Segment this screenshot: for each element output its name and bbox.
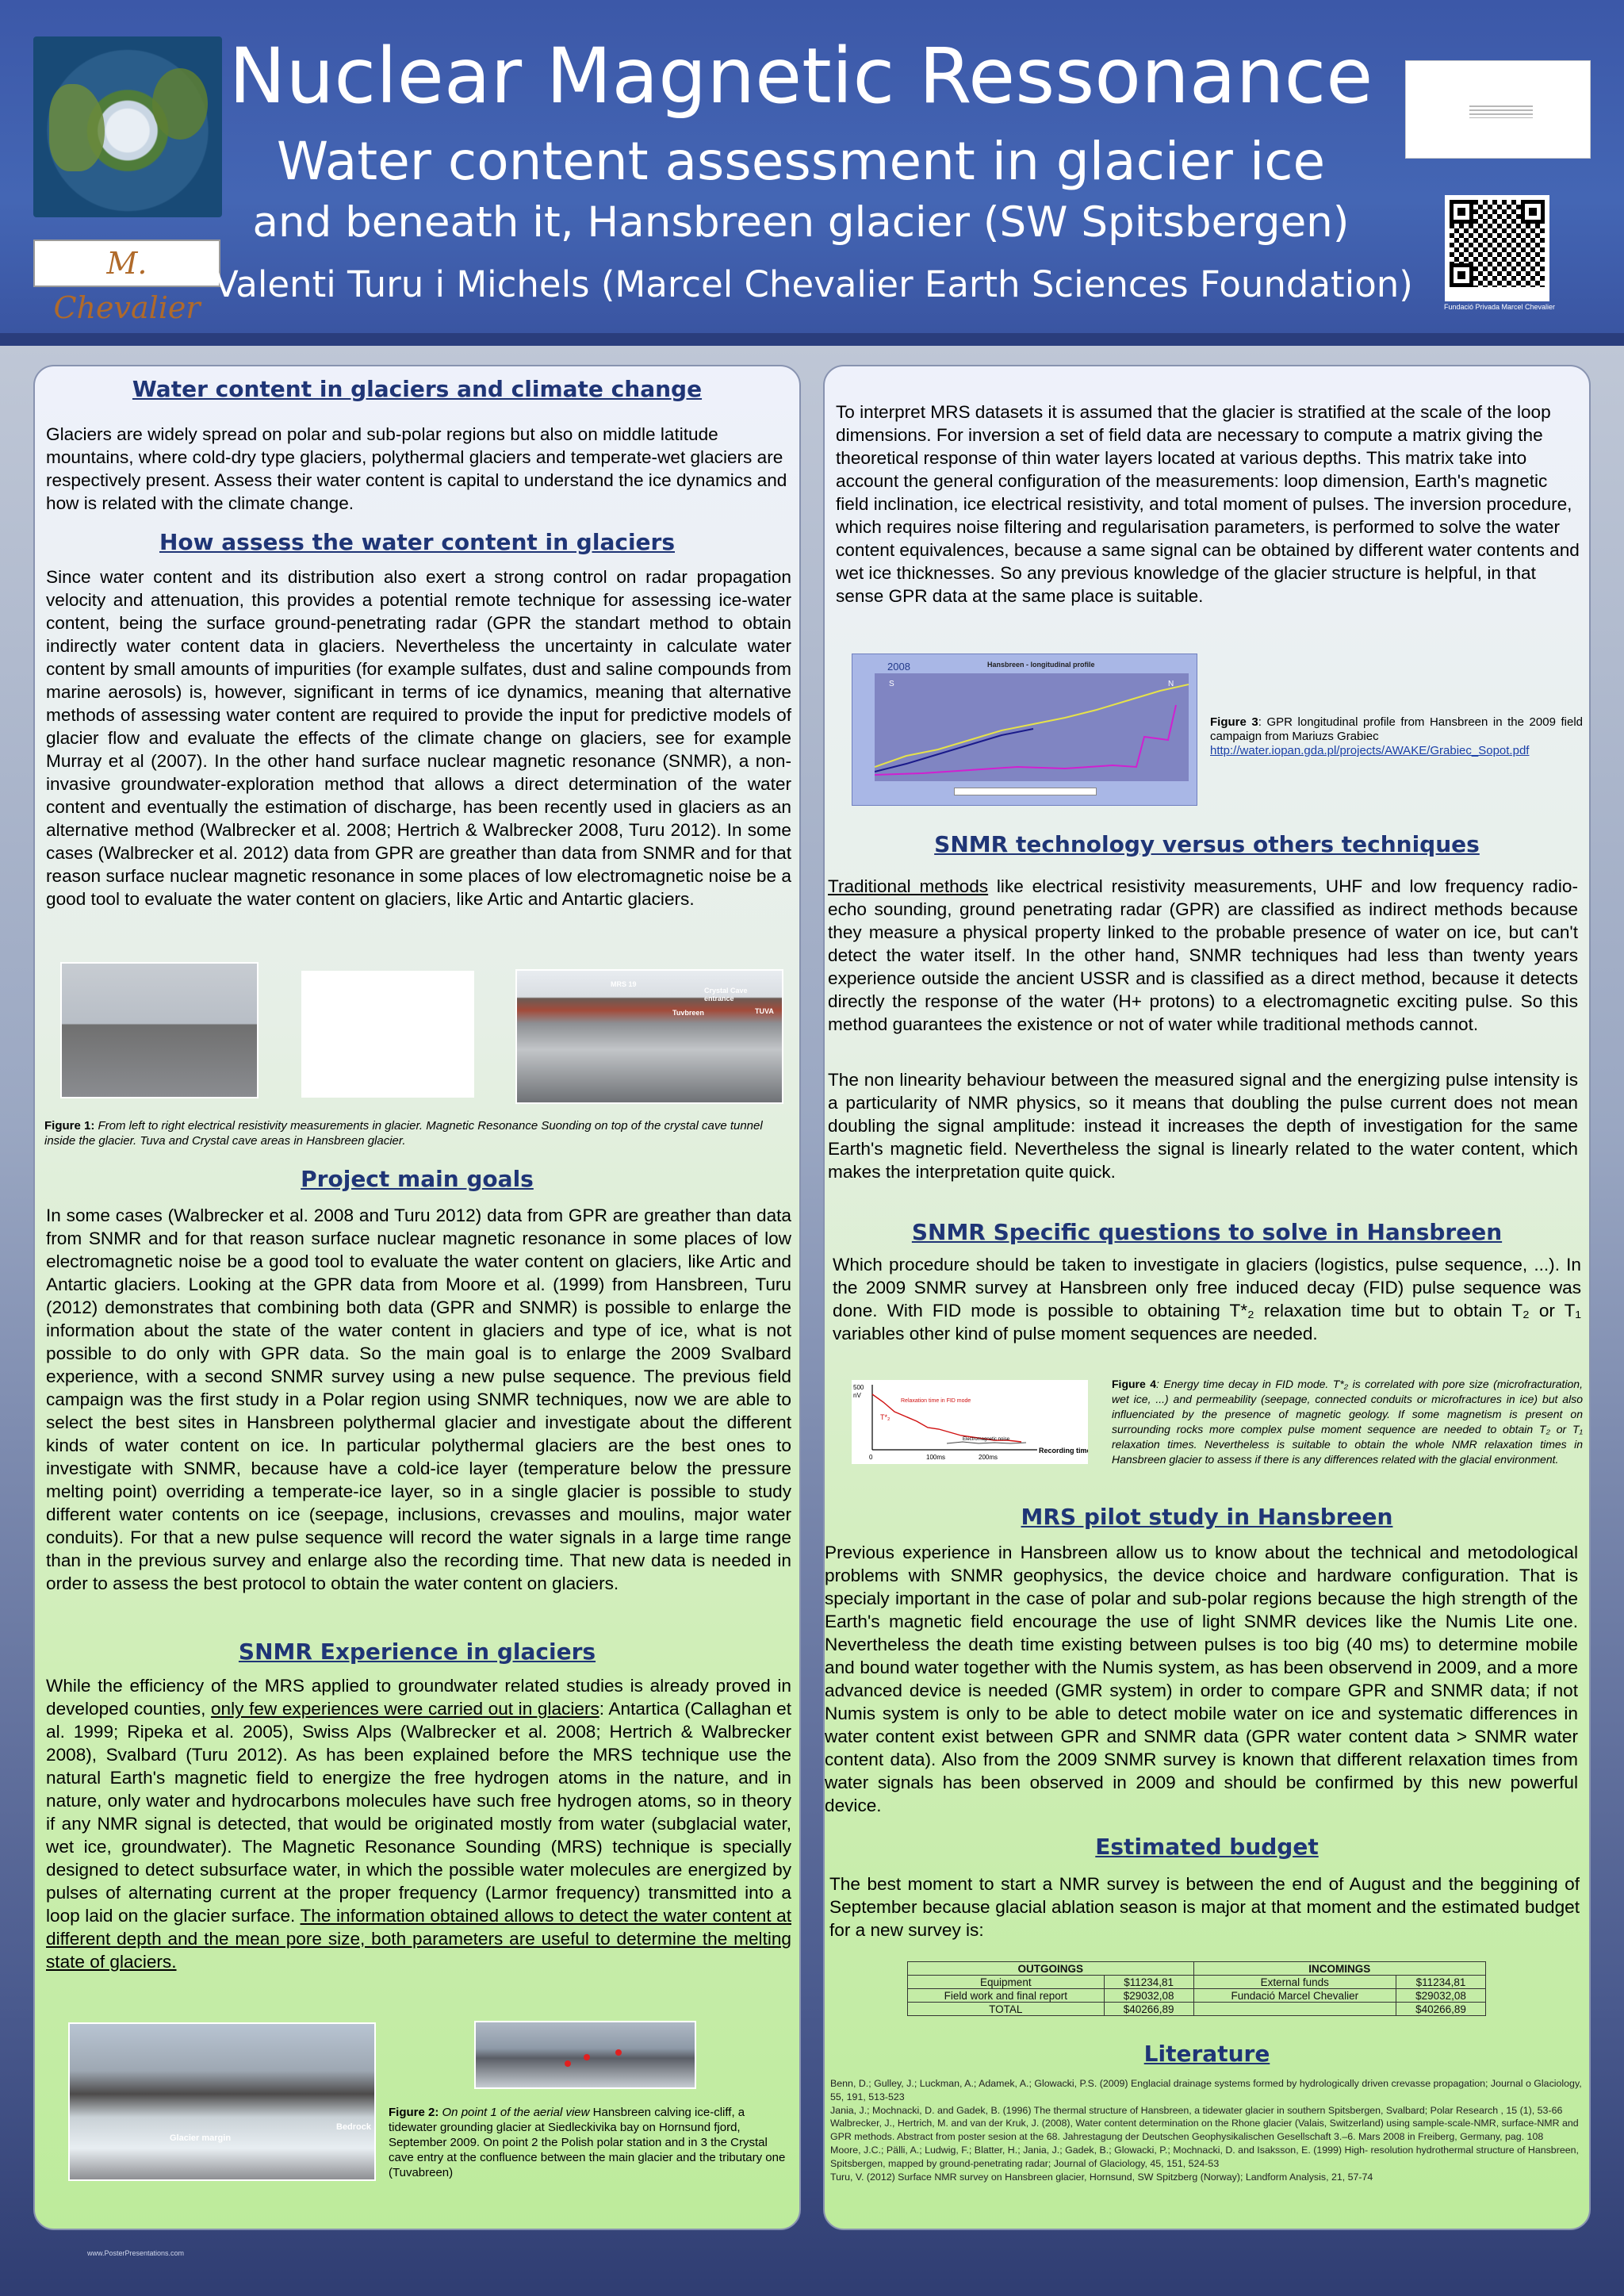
reference-item: Benn, D.; Gulley, J.; Luckman, A.; Adamek, A.; Glowacki, P.S. (2009) Englacial drainage systems formed by hydrologically driven crevasse propagation; Journal o Glaciology, 55, 191, 513-523	[830, 2078, 1582, 2102]
chart-s-label: S	[889, 680, 894, 688]
section-text-pilot: Previous experience in Hansbreen allow us to know about the technical and metodological problems with SNMR geophysics, the device choice and hardware configuration. That is specialy important in the case of polar and sub-polar regions because the high strength of the Earth's magnetic field encourage the use of light SNMR devices like the Numis Lite one. Nevertheless the death time existing between pulses is too big (40 ms) to determine mobile and bound water together with the Numis system, as has been observend in 2009, and a more advanced device is needed (GMR system) in order to compare GPR and SNMR data; if not Numis system is only to be able to detect mobile water on ice and systematic differences in water content exist between GPR and SNMR data (GPR water content data > SNMR water content data). Also from the 2009 SNMR survey is known that different relaxation times from water signals has been observed in 2009 and should be confirmed by this new powerful device.	[825, 1543, 1578, 1815]
table-row: TOTAL $40266,89 $40266,89	[908, 2003, 1486, 2016]
reference-item: Moore, J.C.; Pälli, A.; Ludwig, F.; Blatter, H.; Jania, J.; Gadek, B.; Glowacki, P.; Mochnacki, D. and Isaksson, E. (1999) High- resolution hydrothermal structure of Hansbreen, Spitsbergen, mapped by ground-penetrating radar; Journal of Glaciology, 45, 151, 524-53	[830, 2144, 1579, 2169]
svg-text:0: 0	[869, 1454, 873, 1461]
arctic-globe-image	[33, 36, 222, 217]
section-title-assess: How assess the water content in glaciers	[159, 529, 675, 555]
svg-text:200ms: 200ms	[979, 1454, 998, 1461]
svg-text:100ms: 100ms	[926, 1454, 946, 1461]
svg-text:T*₂: T*₂	[880, 1413, 891, 1421]
footer-url[interactable]: www.PosterPresentations.com	[87, 2249, 185, 2257]
figure2-label: Figure 2:	[389, 2106, 439, 2119]
figure4-decay-chart	[852, 1380, 1088, 1464]
point-marker	[565, 2060, 571, 2067]
figure2-calving-cliff-photo	[68, 2022, 376, 2181]
magenta-line	[875, 705, 1176, 775]
figure1-resistivity-photo	[60, 962, 259, 1098]
svg-text:nV: nV	[853, 1392, 861, 1399]
chart-n-label: N	[1168, 680, 1174, 688]
figure4-caption: Figure 4: Energy time decay in FID mode. T*₂ is correlated with pore size (microfracturation, wet ice, ...) and permeability (seepage, connected conduits or microfractures in ice) but also influenciated by the presence of magnetic geology. If some magnetism is present on surrounding rocks more complex pulse moment sequence are needed to obtain T₂ or T₁ relaxation times. Nevertheless is suitable to obtain the whole NMR relaxation times in Hansbreen glacier to assess if there is any differences related with the glacial environment.	[1112, 1378, 1583, 1466]
section-title-technology: SNMR technology versus others techniques	[934, 831, 1480, 857]
chart-title: Hansbreen - longitudinal profile	[987, 661, 1095, 669]
header-divider	[0, 333, 1624, 346]
figure1-text: From left to right electrical resistivity measurements in glacier. Magnetic Resonance Suonding on top of the crystal cave tunnel inside the glacier. Tuva and Crystal cave areas in Hansbreen glacier.	[44, 1119, 763, 1148]
chart-plot-area	[875, 673, 1189, 781]
poster-subtitle-2: and beneath it, Hansbreen glacier (SW Spitsbergen)	[252, 198, 1350, 247]
noise-line	[947, 1442, 1026, 1443]
figure3-gpr-profile-chart	[852, 654, 1197, 806]
point-marker	[584, 2054, 590, 2060]
figure3-caption: Figure 3: GPR longitudinal profile from Hansbreen in the 2009 field campaign from Mariuzs Grabiec http://water.iopan.gda.pl/projects/AWAKE/Grabiec_Sopot.pdf	[1210, 715, 1583, 757]
section-text-questions: Which procedure should be taken to investigate in glaciers (logistics, pulse sequence, ...). In the 2009 SNMR survey at Hansbreen only free induced decay (FID) pulse sequence was done. With FID mode is possible to obtaining T*₂ relaxation time but to obtain T₂ or T₁ variables other kind of pulse moment sequences are needed.	[833, 1255, 1581, 1343]
photo-label: TUVA	[755, 1007, 774, 1015]
qr-caption: Fundació Privada Marcel Chevalier	[1443, 303, 1556, 311]
svg-text:Relaxation time in FID mode: Relaxation time in FID mode	[901, 1398, 971, 1404]
photo-label: Tuvbreen	[672, 1009, 704, 1017]
qr-code[interactable]	[1445, 195, 1549, 301]
section-title-literature: Literature	[1143, 2041, 1270, 2067]
section-title-questions: SNMR Specific questions to solve in Hansbreen	[911, 1219, 1503, 1245]
chevalier-signature-logo: M. Chevalier	[33, 240, 220, 287]
budget-table	[907, 1961, 1486, 2016]
section-text-goals: In some cases (Walbrecker et al. 2008 and Turu 2012) data from GPR are greather than data from SNMR and for that reason surface nuclear magnetic resonance in some places of low electromagnetic noise be a good tool to evaluate the water content on glaciers, like Artic and Antartic glaciers. Looking at the GPR data from Moore et al. (1999) from Hansbreen, Turu (2012) demonstrates that combining both data (GPR and SNMR) is possible to enlarge the information about the state of the water content in glaciers and type of ice, what is not possible to do only with GPR data. So the main goal is to enlarge the 2009 Svalbard experience, with a second SNMR survey using a new pulse sequence. The previous field campaign was the first study in a Polar region using SNMR techniques, now we are able to select the best sites in Hansbreen polythermal glacier and investigate about the different kinds of water content on ice. In particular polythermal glaciers are the best ones to investigate with SNMR, because have a cold-ice layer (temperature below the pressure melting point) overriding a temperate-ice layer, so in a single glacier is possible to study different water contents on ice (seepage, inclusions, crevasses and moulins, major water conduits). For that a new pulse sequence will record the water signals in a large time range than in the previous survey and enlarge also the recording time. That new data is needed in order to assess the best protocol to obtain the water content on glaciers.	[46, 1205, 791, 1593]
photo-label: Crystal Cave entrance	[704, 987, 748, 1002]
table-row: Equipment $11234,81 External funds $11234,81	[908, 1976, 1486, 1989]
figure2-caption: Figure 2: On point 1 of the aerial view Hansbreen calving ice-cliff, a tidewater grounding glacier at Siedleckivika bay on Hornsund fjord, September 2009. On point 2 the Polish polar station and in 3 the Crystal cave entry at the confluence between the main glacier and the tributary one (Tuvabreen)	[389, 2106, 786, 2179]
section-text-budget: The best moment to start a NMR survey is between the end of August and the beggining of September because glacial ablation season is major at that moment and the estimated budget for a new survey is:	[829, 1874, 1580, 1940]
table-row: Field work and final report $29032,08 Fundació Marcel Chevalier $29032,08	[908, 1989, 1486, 2003]
photo-label: MRS 19	[611, 980, 637, 988]
section-text-technology-2: The non linearity behaviour between the measured signal and the energizing pulse intensity is a particularity of NMR physics, so it means that doubling the pulse current does not mean doubling the signal amplitude: instead it increases the depth of investigation for the same Earth's magnetic field. Nevertheless the signal is linearly related to the water content, which makes the interpretation quite quick.	[828, 1070, 1578, 1182]
gpr-profile-svg	[875, 673, 1189, 781]
budget-header-row: OUTGOINGS INCOMINGS	[908, 1962, 1486, 1976]
photo-label: Glacier margin	[170, 2133, 232, 2143]
figure3-label: Figure 3	[1210, 715, 1258, 729]
figure1-label: Figure 1:	[44, 1119, 95, 1133]
figure4-label: Figure 4	[1112, 1378, 1157, 1390]
svg-text:Electromagnetic noise: Electromagnetic noise	[963, 1437, 1010, 1442]
section-text-experience: While the efficiency of the MRS applied to groundwater related studies is already proved in developed counties, only few experiences were carried out in glaciers: Antartica (Callaghan et al. 1999; Ripeka et al. 2005), Swiss Alps (Walbrecker et al. 2008; Hertrich & Walbrecker 2008), Svalbard (Turu 2012). As has been explained before the MRS technique use the natural Earth's magnetic field to energize the free hydrogen atoms in the nature, and in nature, only water and hydrocarbons molecules have such free hydrogen atoms, so in theory if any NMR signal is detected, that would be originated mostly from water (subglacial water, wet ice, groundwater). The Magnetic Resonance Sounding (MRS) technique is specially designed to detect subsurface water, in which the possible water molecules are energized by pulses of alternating current at the proper frequency (Larmor frequency) transmitted into a loop laid on the glacier surface. The information obtained allows to detect the water content at different depth and the mean pore size, both parameters are useful to determine the melting state of glaciers.	[46, 1676, 791, 1972]
section-title-pilot: MRS pilot study in Hansbreen	[1021, 1504, 1393, 1530]
point-marker	[615, 2049, 622, 2056]
section-text-assess: Since water content and its distribution also exert a strong control on radar propagation velocity and attenuation, this provides a potential remote technique for assessing ice-water content, being the surface ground-penetrating radar (GPR the standart method to obtain indirectly water content data in glaciers. Nevertheless the uncertainty in calculate water content by small amounts of impurities (for example sulfates, dust and saline compounds from marine aerosols) is, however, significant in terms of ice dynamics, meaning that alternative methods of assessing water content are required to provide the input for predictive models of glacier flow and evaluate the effects of the climate change on glaciers, see for example Murray et al (2007). In the other hand surface nuclear magnetic resonance (SNMR), a non-invasive groundwater-exploration method that allows a direct determination of the water content and eventually the estimation of discharge, has been recently used in glaciers as an alternative method (Walbrecker et al. 2008; Hertrich & Walbrecker 2008, Turu 2012). In some cases (Walbrecker et al. 2012) data from GPR are greather than data from SNMR and for that reason surface nuclear magnetic resonance in some places of low electromagnetic noise be a good tool to evaluate the water content on glaciers, like Artic and Antartic glaciers.	[46, 567, 791, 909]
figure1-caption	[44, 1118, 793, 1148]
decay-svg	[852, 1380, 1088, 1464]
section-text-technology-1: Traditional methods like electrical resistivity measurements, UHF and low frequency radio-echo sounding, ground penetrating radar (GPR) are classified as indirect methods because they measure a physical property linked to the probable presence of water on ice, but can't detect the water itself. In the other hand, SNMR techniques had less than twenty years experience outside the ancient USSR and is classified as a direct method, because it detects directly the response of the water (H+ protons) to a electromagnetic exciting pulse. So this method guarantees the existence or not of water while traditional methods cannot.	[828, 876, 1578, 1034]
poster-title: Nuclear Magnetic Ressonance	[228, 32, 1373, 121]
svg-text:Recording time: Recording time	[1039, 1447, 1088, 1455]
section-title-goals: Project main goals	[301, 1166, 534, 1192]
figure1-tuva-photo	[515, 969, 783, 1104]
figure3-link[interactable]: http://water.iopan.gda.pl/projects/AWAKE/Grabiec_Sopot.pdf	[1210, 744, 1530, 757]
chart-year-label: 2008	[887, 661, 910, 673]
poster-subtitle-1: Water content assessment in glacier ice	[276, 131, 1326, 192]
section-title-budget: Estimated budget	[1095, 1834, 1319, 1860]
section-text-climate: Glaciers are widely spread on polar and sub-polar regions but also on middle latitude mountains, where cold-dry type glaciers, polythermal glaciers and temperate-wet glaciers are respectively present. Assess their water content is capital to understand the ice dynamics and how is related with the climate change.	[46, 424, 787, 513]
section-text-inversion: To interpret MRS datasets it is assumed that the glacier is stratified at the scale of the loop dimensions. For inversion a set of field data are necessary to compute a matrix giving the theoretical response of thin water layers located at various depths. This matrix take into account the general configuration of the measurements: loop dimension, Earth's magnetic field inclination, ice electrical resistivity, and total moment of pulses. The inversion procedure, which requires noise filtering and regularisation parameters, is performed to solve the water content equivalences, because a same signal can be obtained by different water contents and wet ice thicknesses. So any previous knowledge of the glacier structure is helpful, in that sense GPR data at the same place is suitable.	[836, 402, 1580, 606]
section-title-climate: Water content in glaciers and climate change	[132, 376, 703, 402]
chart-legend	[954, 788, 1097, 795]
poster-authors: Valenti Turu i Michels (Marcel Chevalier Earth Sciences Foundation)	[214, 263, 1413, 305]
figure2-aerial-view-photo	[474, 2021, 696, 2089]
photo-label: Bedrock	[336, 2122, 372, 2132]
surface-line	[875, 684, 1189, 767]
institution-logo	[1405, 60, 1591, 159]
bed-line	[875, 729, 1033, 772]
reference-item: Jania, J.; Mochnacki, D. and Gadek, B. (1996) The thermal structure of Hansbreen, a tidewater glacier in southern Spitsbergen, Svalbard; Polar Research , 15 (1), 53-66	[830, 2104, 1563, 2116]
svg-text:500: 500	[853, 1384, 864, 1391]
reference-list	[830, 2077, 1584, 2183]
section-title-experience: SNMR Experience in glaciers	[238, 1639, 596, 1665]
reference-item: Turu, V. (2012) Surface NMR survey on Hansbreen glacier, Hornsund, SW Spitzberg (Norway); Landform Analysis, 21, 57-74	[830, 2171, 1373, 2183]
reference-item: Walbrecker, J., Hertrich, M. and van der Kruk, J. (2008), Water content determination on the Rhone glacier (Valais, Switzerland) using sample-scale-NMR, surface-NMR and GPR methods. Abstract from poster sesion at the 68. Jahrestagung der Deutschen Geophysikalischen Gesellschaft 3.–6. Mars 2008 in Freiberg, Germany, pag. 108	[830, 2118, 1579, 2143]
figure1-cave-placeholder	[301, 971, 474, 1098]
